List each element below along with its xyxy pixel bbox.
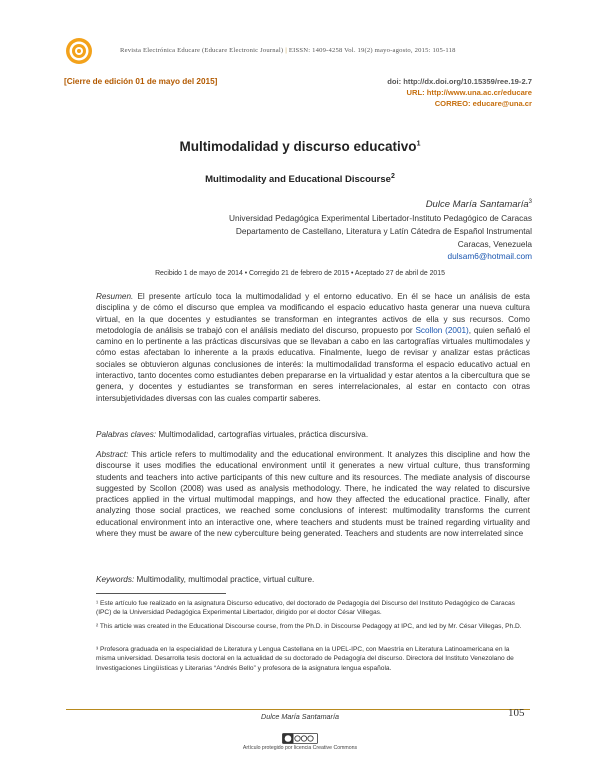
abstract-paragraph — [96, 449, 530, 539]
resumen-paragraph — [96, 291, 530, 404]
doi-link[interactable]: doi: http://dx.doi.org/10.15359/ree.19-2.7 — [387, 77, 532, 86]
author-name: Dulce María Santamaría$^3$ — [425, 199, 532, 211]
submission-dates: Recibido 1 de mayo de 2014 • Corregido 21 de febrero de 2015 • Aceptado 27 de abril de 2015 — [155, 270, 445, 277]
page-number: 105 — [508, 707, 525, 719]
footnote-1: ¹ Este artículo fue realizado en la asignatura Discurso educativo, del doctorado de Pedagogía del Discurso del Instituto Pedagógico de Caracas (IPC) de la Universidad Pedagógica Experimental Libertador, dirigido por el doctor César Villegas. — [96, 600, 515, 617]
footer-author: Dulce María Santamaría — [261, 712, 339, 721]
author-email-link[interactable]: dulsam6@hotmail.com — [447, 251, 532, 261]
footer-divider — [66, 709, 530, 710]
journal-url-link[interactable]: URL: http://www.una.ac.cr/educare — [406, 88, 532, 97]
abstract-text: This article refers to multimodality and the educational environment. It analyzes this discipline and how the discourse it uses modifies the educational environment until it generates a new virtual culture, thus transforming students and teachers into active participants of this new culture and its resources. The mediate analysis of discourse suggested by Scollon (2008) was used as analysis methodology. There, he indicated the way related to discursive practices applied in the virtual multimodal mappings, and how they affected the educational practice. Finally, after analyzing those social practices, we reached some conclusions of interest: multimodality transforms the current educational environment into an interactive one, where teachers and students must be trained regarding virtuality and where they must be aware of the new cyberculture being generated. Teachers and students are now interrelated since — [96, 450, 530, 539]
palabras-claves-text: Multimodalidad, cartografías virtuales, práctica discursiva. — [156, 430, 369, 439]
article-title: Multimodalidad y discurso educativo$^1$ — [179, 139, 421, 154]
author-affiliation-city: Caracas, Venezuela — [457, 239, 532, 249]
running-header: Revista Electrónica Educare (Educare Electronic Journal) | EISSN: 1409-4258 Vol. 19(2) mayo-agosto, 2015: 105-118 — [120, 47, 456, 54]
creative-commons-badge-icon[interactable] — [282, 731, 318, 742]
title-footnote-marker[interactable]: 1 — [416, 140, 421, 148]
keywords-text: Multimodality, multimodal practice, virtual culture. — [134, 575, 315, 584]
article-subtitle: Multimodality and Educational Discourse$^2$ — [205, 173, 395, 186]
issn-info: EISSN: 1409-4258 Vol. 19(2) mayo-agosto, 2015: 105-118 — [288, 47, 456, 54]
palabras-claves-label: Palabras claves: — [96, 430, 157, 439]
edition-close-date: [Cierre de edición 01 de mayo del 2015] — [64, 77, 218, 86]
journal-logo-icon — [64, 36, 94, 66]
abstract-label: Abstract: — [96, 450, 129, 459]
scollon-citation-link[interactable]: Scollon (2001) — [415, 325, 469, 335]
palabras-claves-paragraph — [96, 429, 530, 440]
resumen-text-a: El presente artículo toca la multimodalidad y el entorno educativo. En él se hace un análisis de esta disciplina y de cómo el discurso que emplea va modificando el espacio educativo hasta generar una nueva cultura virtual, en la que docentes y estudiantes se transforman en integrantes activos de ella y sus recursos. Como metodología de análisis se trabajó con el análisis mediato del discurso, propuesto por — [96, 292, 530, 335]
footnote-2: ² This article was created in the Educational Discourse course, from the Ph.D. in Discourse Pedagogy at IPC, and led by Mr. César Villegas, Ph.D. — [96, 623, 522, 630]
subtitle-footnote-marker[interactable]: 2 — [390, 173, 395, 180]
journal-email-link[interactable]: CORREO: educare@una.cr — [434, 99, 532, 108]
author-affiliation-university: Universidad Pedagógica Experimental Libertador-Instituto Pedagógico de Caracas — [228, 213, 532, 223]
resumen-label: Resumen. — [96, 292, 134, 301]
author-footnote-marker[interactable]: 3 — [528, 199, 532, 205]
license-note: Artículo protegido por licencia Creative Commons — [242, 745, 358, 751]
footnote-3: ³ Profesora graduada en la especialidad de Literatura y Lengua Castellana en la UPEL-IPC, con Maestría en Literatura Latinoamericana en la misma universidad. Desarrolla tesis doctoral en la actualidad de su doctorado de Pedagogía del discurso. Directora del Instituto Venezolano de Investigaciones Lingüísticas y Literarias “Andrés Bello” y profesora de la asignatura lengua española. — [96, 646, 514, 672]
keywords-label: Keywords: — [96, 575, 135, 584]
keywords-paragraph — [96, 574, 530, 585]
author-affiliation-department: Departamento de Castellano, Literatura y Latín Cátedra de Español Instrumental — [235, 226, 532, 236]
journal-name: Revista Electrónica Educare (Educare Electronic Journal) — [120, 47, 284, 54]
resumen-text-b: , quien señaló el camino en lo pertinente a las prácticas discursivas que se llevaban a cabo en las cartografías virtuales multimodales y cómo estas afectaban lo inherente a la praxis educativa. Finalmente, luego de revisar y analizar estas prácticas sociales se obtuvieron algunas conclusiones de interés: la multimodalidad transforma el espacio educativo actual en interactivo, tanto docentes como estudiantes deben prepararse en la virtualidad y estar atentos a la cibercultura que se genera, y docentes y estudiantes se transforman en seres interrelacionales, al estar en contacto con otras intersubjetividades diversas con las cuales compartir saberes. — [96, 325, 530, 403]
footnote-divider — [96, 593, 226, 594]
